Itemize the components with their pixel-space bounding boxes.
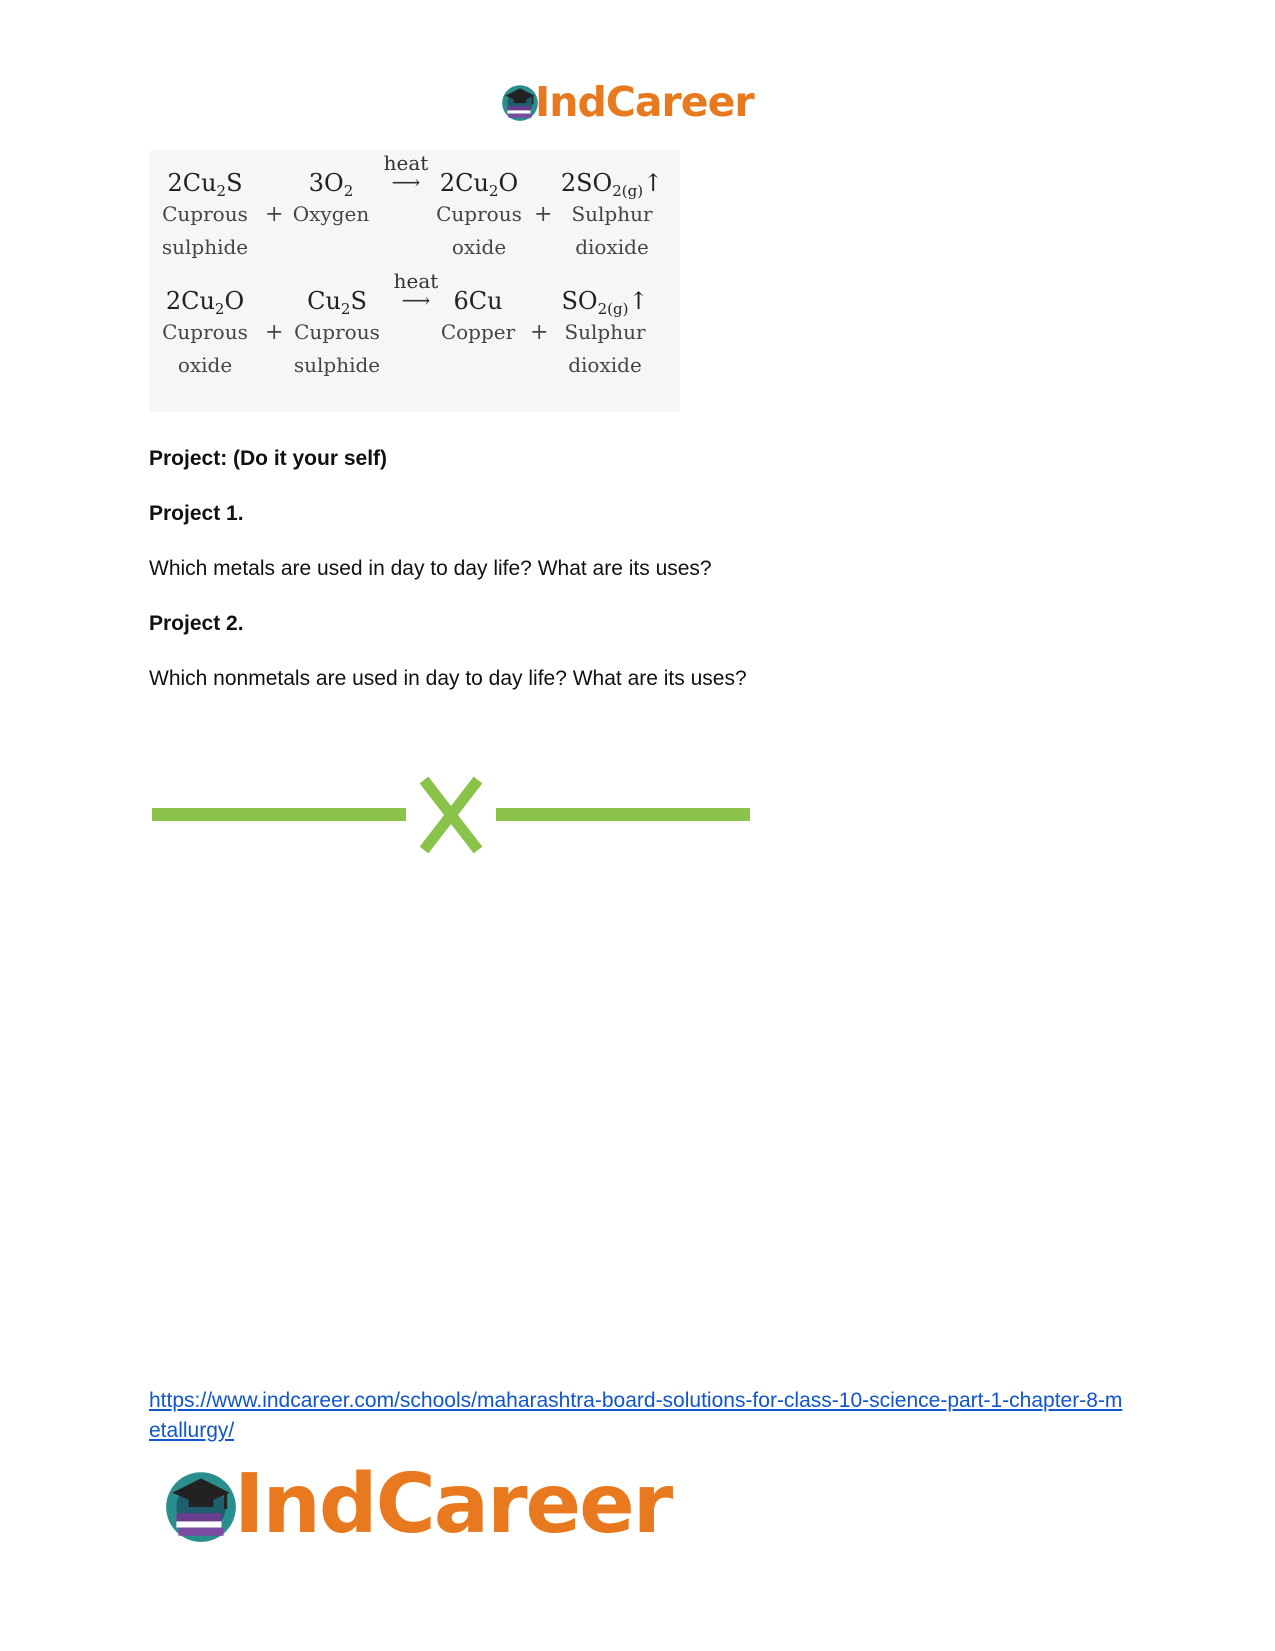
project-1-text: Which metals are used in day to day life? What are its uses? — [149, 557, 712, 580]
equation-row-1 — [150, 150, 680, 272]
logo-text: IndCareer — [234, 1457, 672, 1552]
reactant-2 — [286, 286, 388, 382]
header-logo — [499, 80, 754, 124]
compound-name: Sulphur — [571, 202, 653, 226]
arrow-icon: ⟶ — [401, 288, 431, 312]
reaction-condition: heat — [393, 269, 439, 293]
equation-row-2 — [150, 269, 680, 394]
project-1-title: Project 1. — [149, 502, 244, 525]
project-2-text: Which nonmetals are used in day to day life? What are its uses? — [149, 667, 747, 690]
reactant-1 — [150, 286, 260, 382]
product-2 — [550, 286, 660, 382]
formula: 6Cu — [453, 287, 503, 315]
product-2 — [556, 168, 668, 264]
plus-sign: + — [265, 202, 284, 227]
source-link[interactable]: https://www.indcareer.com/schools/maharashtra-board-solutions-for-class-10-science-part-1-chapter-8-metallurgy/ — [149, 1389, 1123, 1442]
chemical-equations-figure — [150, 150, 680, 412]
project-heading: Project: (Do it your self) — [149, 447, 388, 470]
compound-name: sulphide — [293, 353, 381, 377]
compound-name: Sulphur — [564, 320, 646, 344]
formula: $2Cu_2O$ — [165, 287, 245, 318]
reactant-2 — [288, 168, 374, 231]
compound-name: Cuprous — [294, 320, 380, 344]
divider-line-left — [152, 808, 406, 821]
compound-name: Cuprous — [162, 320, 248, 344]
formula: $2SO_{2(g)}↑$ — [560, 169, 664, 200]
formula: $SO_{2(g)}↑$ — [561, 287, 649, 318]
formula: $Cu_2S$ — [307, 287, 367, 318]
compound-name: dioxide — [568, 353, 642, 377]
compound-name: oxide — [177, 353, 233, 377]
compound-name: oxide — [451, 235, 507, 259]
plus-sign: + — [265, 320, 284, 345]
formula: $2Cu_2S$ — [167, 169, 243, 200]
divider-line-right — [496, 808, 750, 821]
product-1 — [430, 286, 526, 349]
compound-name: Copper — [440, 320, 516, 344]
formula: $3O_2$ — [308, 169, 354, 200]
logo-badge-icon — [160, 1464, 242, 1546]
compound-name: sulphide — [161, 235, 249, 259]
logo-text: IndCareer — [535, 78, 754, 126]
arrow-icon: ⟶ — [391, 170, 421, 194]
formula: $2Cu_2O$ — [439, 169, 519, 200]
reaction-condition: heat — [383, 151, 429, 175]
reaction-arrow — [376, 151, 436, 194]
plus-sign: + — [530, 320, 549, 345]
compound-name: Cuprous — [436, 202, 522, 226]
compound-name: Oxygen — [292, 202, 370, 226]
section-divider — [150, 776, 750, 856]
plus-sign: + — [534, 202, 553, 227]
compound-name: dioxide — [575, 235, 649, 259]
project-2-title: Project 2. — [149, 612, 244, 635]
cross-divider-icon — [424, 780, 478, 850]
footer-logo — [160, 1457, 672, 1552]
reactant-1 — [150, 168, 260, 264]
product-1 — [428, 168, 530, 264]
compound-name: Cuprous — [162, 202, 248, 226]
